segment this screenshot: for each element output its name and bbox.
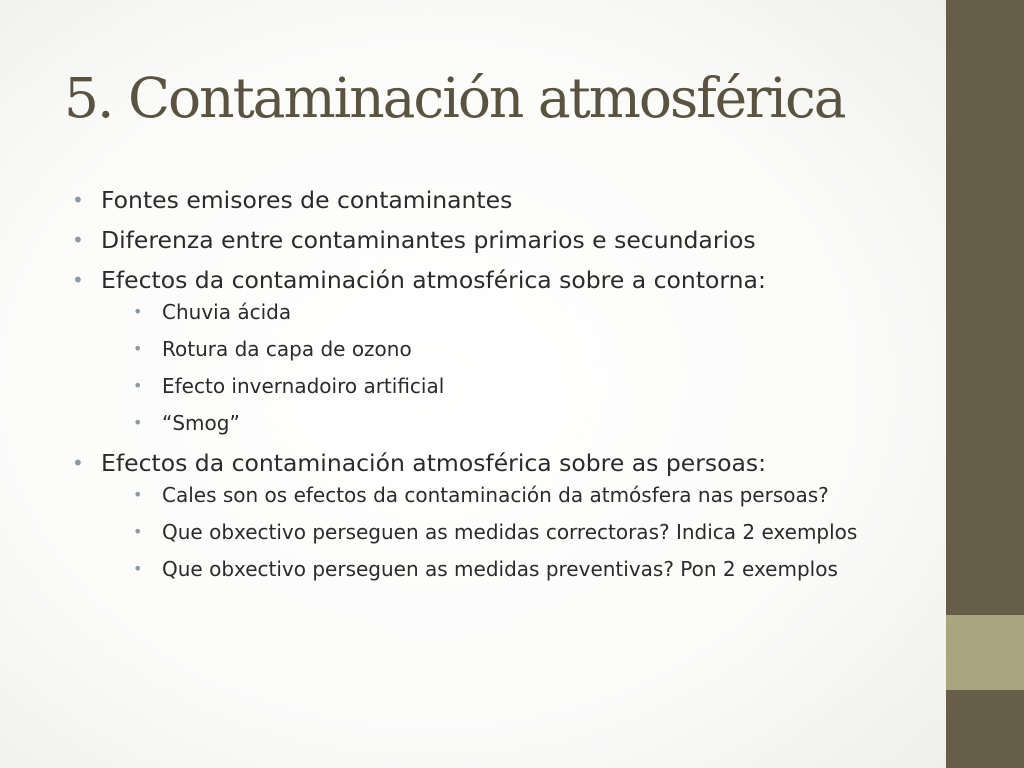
- sub-bullet-text: Rotura da capa de ozono: [162, 337, 412, 361]
- sub-bullet-list: [101, 299, 922, 436]
- sub-bullet-text: Cales son os efectos da contaminación da atmósfera nas persoas?: [162, 483, 829, 507]
- sub-bullet-text: Chuvia ácida: [162, 300, 292, 324]
- bullet-icon: •: [133, 302, 143, 321]
- sub-bullet-item: [133, 556, 922, 582]
- sub-bullet-text: Que obxectivo perseguen as medidas preventivas? Pon 2 exemplos: [162, 557, 838, 581]
- sub-bullet-text: “Smog”: [162, 411, 240, 435]
- bullet-item: [72, 224, 922, 257]
- bullet-icon: •: [72, 268, 84, 292]
- sub-bullet-item: [133, 373, 922, 399]
- bullet-text: Efectos da contaminación atmosférica sobre a contorna:: [101, 266, 766, 294]
- sub-bullet-list: [101, 482, 922, 582]
- bullet-list: [72, 184, 922, 582]
- bullet-content: [72, 184, 922, 593]
- bullet-text: Diferenza entre contaminantes primarios e secundarios: [101, 226, 756, 254]
- side-accent-block: [946, 615, 1024, 690]
- bullet-icon: •: [72, 451, 84, 475]
- bullet-item: [72, 447, 922, 582]
- bullet-icon: •: [133, 339, 143, 358]
- bullet-item: [72, 184, 922, 217]
- sub-bullet-text: Efecto invernadoiro artificial: [162, 374, 445, 398]
- sub-bullet-item: [133, 410, 922, 436]
- sub-bullet-item: [133, 299, 922, 325]
- bullet-item: [72, 264, 922, 436]
- bullet-icon: •: [133, 376, 143, 395]
- bullet-text: Efectos da contaminación atmosférica sobre as persoas:: [101, 449, 767, 477]
- bullet-icon: •: [133, 559, 143, 578]
- bullet-icon: •: [133, 485, 143, 504]
- sub-bullet-text: Que obxectivo perseguen as medidas correctoras? Indica 2 exemplos: [162, 520, 858, 544]
- bullet-text: Fontes emisores de contaminantes: [101, 186, 513, 214]
- bullet-icon: •: [133, 522, 143, 541]
- bullet-icon: •: [72, 228, 84, 252]
- sub-bullet-item: [133, 336, 922, 362]
- bullet-icon: •: [133, 413, 143, 432]
- slide-title: 5. Contaminación atmosférica: [64, 66, 845, 130]
- sub-bullet-item: [133, 519, 922, 545]
- bullet-icon: •: [72, 188, 84, 212]
- sub-bullet-item: [133, 482, 922, 508]
